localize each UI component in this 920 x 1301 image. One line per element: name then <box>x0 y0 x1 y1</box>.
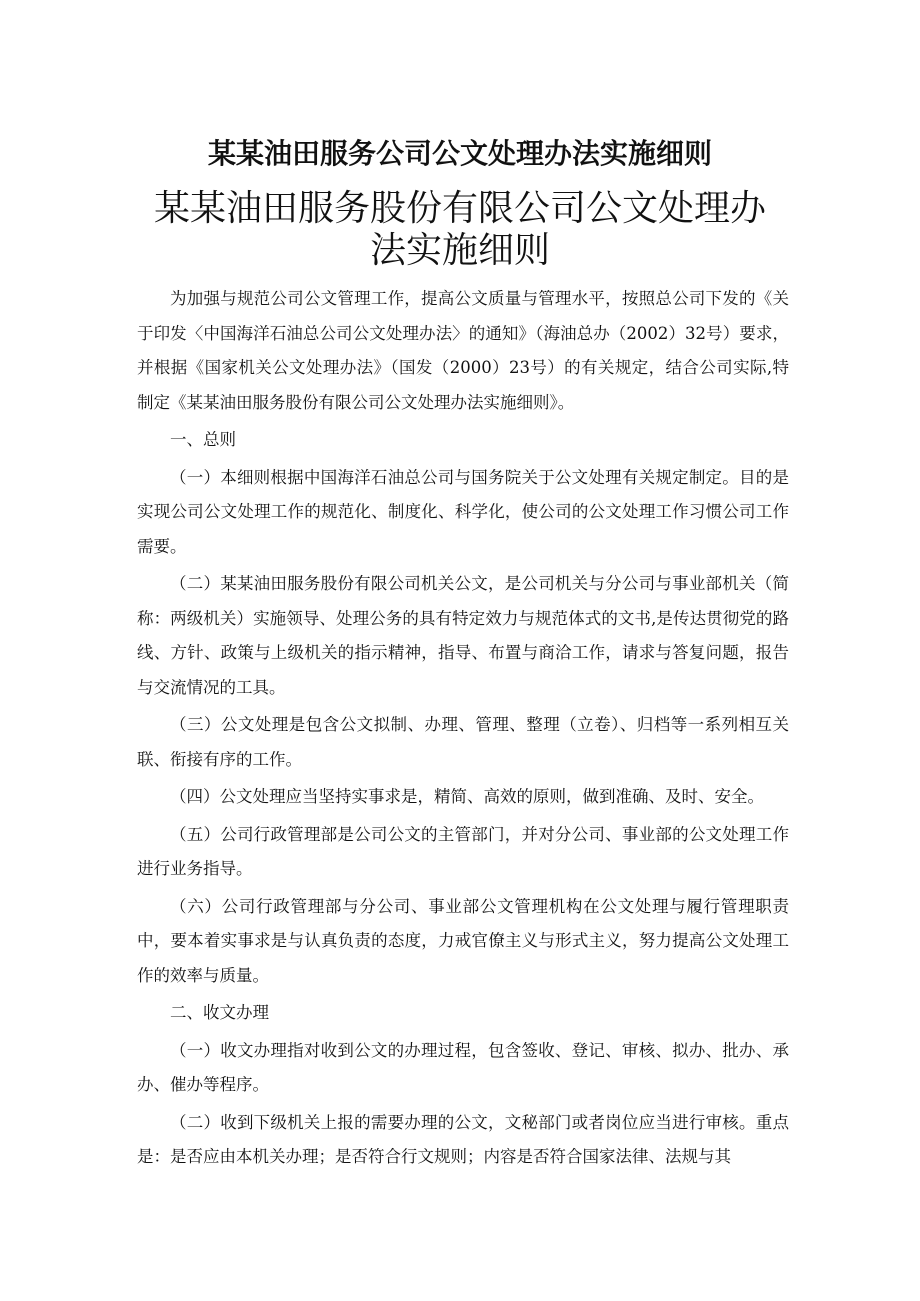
general-clause-1: （一）本细则根据中国海洋石油总公司与国务院关于公文处理有关规定制定。目的是实现公司公文处理工作的规范化、制度化、科学化，使公司的公文处理工作习惯公司工作需要。 <box>137 467 789 556</box>
document-title <box>0 188 920 272</box>
general-clause-4: （四）公文处理应当坚持实事求是，精简、高效的原则，做到准确、及时、安全。 <box>170 787 764 806</box>
general-clause-6: （六）公司行政管理部与分公司、事业部公文管理机构在公文处理与履行管理职责中，要本着实事求是与认真负责的态度，力戒官僚主义与形式主义，努力提高公文处理工作的效率与质量。 <box>137 896 789 985</box>
document-title-line-1: 某某油田服务股份有限公司公文处理办 <box>153 188 766 229</box>
general-clause-5: （五）公司行政管理部是公司公文的主管部门，并对分公司、事业部的公文处理工作进行业务指导。 <box>137 824 789 878</box>
intro-paragraph: 为加强与规范公司公文管理工作，提高公文质量与管理水平，按照总公司下发的《关于印发〈中国海洋石油总公司公文处理办法〉的通知》（海油总办（2002）32号）要求，并根据《国家机关公文处理办法》（国发（2000）23号）的有关规定，结合公司实际,特制定《某某油田服务股份有限公司公文处理办法实施细则》。 <box>137 289 789 412</box>
general-clause-2: （二）某某油田服务股份有限公司机关公文，是公司机关与分公司与事业部机关（简称：两级机关）实施领导、处理公务的具有特定效力与规范体式的文书,是传达贯彻党的路线、方针、政策与上级机关的指示精神，指导、布置与商洽工作，请求与答复问题，报告与交流情况的工具。 <box>137 574 789 697</box>
receiving-clause-2: （二）收到下级机关上报的需要办理的公文，文秘部门或者岗位应当进行审核。重点是：是否应由本机关办理；是否符合行文规则；内容是否符合国家法律、法规与其 <box>137 1112 789 1166</box>
section-heading-receiving: 二、收文办理 <box>170 1003 269 1022</box>
general-clause-3: （三）公文处理是包含公文拟制、办理、管理、整理（立卷）、归档等一系列相互关联、衔接有序的工作。 <box>137 715 789 769</box>
receiving-clause-1: （一）收文办理指对收到公文的办理过程，包含签收、登记、审核、拟办、批办、承办、催办等程序。 <box>137 1040 789 1094</box>
document-title-line-2: 法实施细则 <box>369 230 550 271</box>
section-heading-general: 一、总则 <box>170 430 236 449</box>
document-body <box>137 282 789 1178</box>
document-heading-bold: 某某油田服务公司公文处理办法实施细则 <box>207 137 712 170</box>
